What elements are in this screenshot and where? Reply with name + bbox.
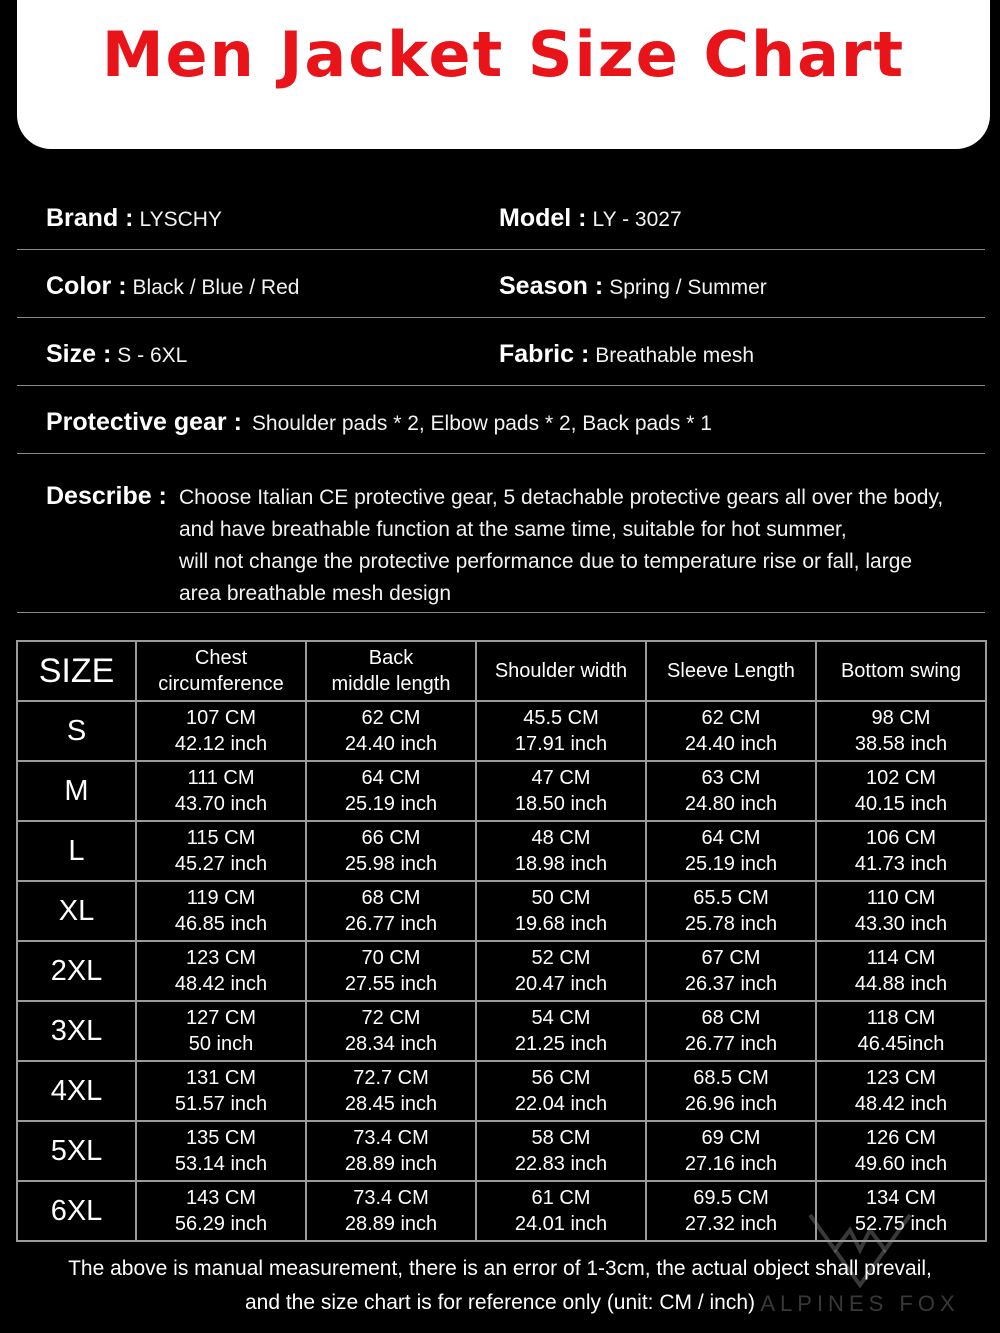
size-label: Size : — [46, 340, 112, 368]
info-row-protective-gear — [17, 408, 985, 454]
table-row — [17, 1061, 986, 1121]
cm-value: 102 CM — [865, 767, 937, 789]
fabric-label: Fabric : — [499, 340, 590, 368]
inch-value: 18.50 inch — [514, 793, 608, 815]
table-row — [17, 881, 986, 941]
size-column-header — [17, 641, 136, 701]
cm-value: 115 CM — [186, 827, 256, 849]
column-header-text: Back — [368, 647, 414, 669]
color-value: Black / Blue / Red — [132, 276, 300, 299]
cm-value: 52 CM — [531, 947, 591, 969]
cm-value: 62 CM — [701, 707, 761, 729]
measurement-cell — [306, 1061, 476, 1121]
inch-value: 38.58 inch — [854, 733, 948, 755]
cm-value: 110 CM — [866, 887, 936, 909]
measurement-cell — [306, 881, 476, 941]
cm-value: 69 CM — [701, 1127, 761, 1149]
measurement-cell — [646, 1001, 816, 1061]
season-field — [499, 272, 767, 301]
cm-value: 73.4 CM — [353, 1127, 429, 1149]
measurement-cell — [136, 761, 306, 821]
header-row — [17, 641, 986, 701]
cm-value: 72.7 CM — [353, 1067, 429, 1089]
measurement-cell — [816, 941, 986, 1001]
table-row — [17, 821, 986, 881]
column-header-text: circumference — [158, 673, 284, 695]
measurement-cell — [476, 1181, 646, 1241]
size-cell: 6XL — [17, 1181, 136, 1241]
cm-value: 70 CM — [361, 947, 421, 969]
measurement-cell — [306, 821, 476, 881]
measurement-cell — [476, 881, 646, 941]
size-cell: M — [17, 761, 136, 821]
cm-value: 67 CM — [701, 947, 761, 969]
inch-value: 52.75 inch — [854, 1213, 948, 1235]
cm-value: 106 CM — [865, 827, 937, 849]
inch-value: 27.16 inch — [684, 1153, 778, 1175]
measurement-cell — [816, 1001, 986, 1061]
size-cell: 2XL — [17, 941, 136, 1001]
column-header — [476, 641, 646, 701]
table-row — [17, 701, 986, 761]
info-row-color-season — [17, 272, 985, 318]
inch-value: 44.88 inch — [854, 973, 948, 995]
cm-value: 58 CM — [531, 1127, 591, 1149]
measurement-cell — [306, 1181, 476, 1241]
measurement-cell — [136, 941, 306, 1001]
measurement-cell — [306, 941, 476, 1001]
title-banner — [17, 0, 990, 149]
table-row — [17, 941, 986, 1001]
cm-value: 69.5 CM — [693, 1187, 769, 1209]
describe-label: Describe : — [46, 482, 167, 510]
size-cell: L — [17, 821, 136, 881]
page-title: Men Jacket Size Chart — [101, 18, 906, 91]
cm-value: 56 CM — [531, 1067, 591, 1089]
measurement-cell — [816, 701, 986, 761]
describe-text — [179, 482, 989, 610]
brand-label: Brand : — [46, 204, 134, 232]
measurement-cell — [306, 1001, 476, 1061]
measurement-cell — [646, 941, 816, 1001]
inch-value: 19.68 inch — [514, 913, 608, 935]
inch-value: 25.19 inch — [344, 793, 438, 815]
cm-value: 61 CM — [531, 1187, 591, 1209]
fabric-value: Breathable mesh — [595, 344, 755, 367]
measurement-cell — [306, 1121, 476, 1181]
disclaimer — [0, 1252, 1000, 1320]
size-cell: 4XL — [17, 1061, 136, 1121]
measurement-cell — [136, 881, 306, 941]
inch-value: 22.83 inch — [514, 1153, 608, 1175]
protective-gear-field — [46, 408, 712, 437]
column-header — [646, 641, 816, 701]
size-chart-header — [17, 641, 986, 701]
measurement-cell — [136, 1061, 306, 1121]
measurement-cell — [646, 761, 816, 821]
measurement-cell — [646, 1121, 816, 1181]
size-field — [46, 340, 187, 369]
inch-value: 25.78 inch — [684, 913, 778, 935]
measurement-cell — [476, 761, 646, 821]
measurement-cell — [136, 1121, 306, 1181]
season-value: Spring / Summer — [609, 276, 767, 299]
inch-value: 24.01 inch — [514, 1213, 608, 1235]
measurement-cell — [306, 701, 476, 761]
inch-value: 45.27 inch — [174, 853, 268, 875]
column-header-text: Shoulder width — [494, 660, 628, 682]
column-header-text: SIZE — [38, 652, 115, 690]
fabric-field — [499, 340, 754, 369]
cm-value: 119 CM — [186, 887, 256, 909]
inch-value: 17.91 inch — [514, 733, 608, 755]
inch-value: 26.96 inch — [684, 1093, 778, 1115]
cm-value: 64 CM — [701, 827, 761, 849]
describe-line: Choose Italian CE protective gear, 5 detachable protective gears all over the body, — [179, 486, 944, 509]
measurement-cell — [646, 881, 816, 941]
measurement-cell — [136, 821, 306, 881]
measurement-cell — [476, 1001, 646, 1061]
measurement-cell — [136, 1001, 306, 1061]
inch-value: 26.77 inch — [344, 913, 438, 935]
inch-value: 24.80 inch — [684, 793, 778, 815]
inch-value: 25.19 inch — [684, 853, 778, 875]
table-row — [17, 1121, 986, 1181]
protective-gear-label: Protective gear : — [46, 408, 242, 436]
cm-value: 107 CM — [185, 707, 257, 729]
measurement-cell — [476, 821, 646, 881]
cm-value: 135 CM — [185, 1127, 257, 1149]
inch-value: 46.45inch — [857, 1033, 945, 1055]
inch-value: 27.32 inch — [684, 1213, 778, 1235]
inch-value: 27.55 inch — [344, 973, 438, 995]
size-cell: XL — [17, 881, 136, 941]
inch-value: 28.89 inch — [344, 1213, 438, 1235]
cm-value: 50 CM — [531, 887, 591, 909]
cm-value: 68 CM — [701, 1007, 761, 1029]
inch-value: 24.40 inch — [684, 733, 778, 755]
inch-value: 51.57 inch — [174, 1093, 268, 1115]
inch-value: 21.25 inch — [514, 1033, 608, 1055]
inch-value: 43.70 inch — [174, 793, 268, 815]
protective-gear-value: Shoulder pads * 2, Elbow pads * 2, Back pads * 1 — [251, 412, 712, 435]
cm-value: 126 CM — [865, 1127, 937, 1149]
cm-value: 54 CM — [531, 1007, 591, 1029]
measurement-cell — [646, 1181, 816, 1241]
cm-value: 63 CM — [701, 767, 761, 789]
cm-value: 48 CM — [531, 827, 591, 849]
cm-value: 131 CM — [185, 1067, 257, 1089]
inch-value: 28.89 inch — [344, 1153, 438, 1175]
measurement-cell — [646, 821, 816, 881]
cm-value: 111 CM — [187, 767, 255, 789]
column-header — [306, 641, 476, 701]
cm-value: 72 CM — [361, 1007, 421, 1029]
measurement-cell — [816, 1061, 986, 1121]
column-header-text: Chest — [194, 647, 248, 669]
cm-value: 47 CM — [531, 767, 591, 789]
column-header — [816, 641, 986, 701]
column-header-text: middle length — [331, 673, 451, 695]
cm-value: 65.5 CM — [693, 887, 769, 909]
season-label: Season : — [499, 272, 604, 300]
inch-value: 56.29 inch — [174, 1213, 268, 1235]
table-row — [17, 761, 986, 821]
inch-value: 53.14 inch — [174, 1153, 268, 1175]
cm-value: 73.4 CM — [353, 1187, 429, 1209]
measurement-cell — [476, 941, 646, 1001]
color-label: Color : — [46, 272, 127, 300]
brand-value: LYSCHY — [139, 208, 222, 231]
cm-value: 127 CM — [185, 1007, 257, 1029]
inch-value: 26.37 inch — [684, 973, 778, 995]
disclaimer-line: The above is manual measurement, there is an error of 1-3cm, the actual object shall prevail, — [68, 1257, 932, 1280]
model-value: LY - 3027 — [592, 208, 682, 231]
inch-value: 46.85 inch — [174, 913, 268, 935]
column-header-text: Bottom swing — [840, 660, 962, 682]
model-field — [499, 204, 682, 233]
cm-value: 118 CM — [866, 1007, 936, 1029]
watermark-text: ALPINES FOX — [760, 1291, 960, 1316]
inch-value: 26.77 inch — [684, 1033, 778, 1055]
measurement-cell — [136, 701, 306, 761]
describe-line: and have breathable function at the same time, suitable for hot summer, — [179, 518, 847, 541]
measurement-cell — [646, 1061, 816, 1121]
measurement-cell — [816, 1181, 986, 1241]
size-cell: S — [17, 701, 136, 761]
measurement-cell — [816, 881, 986, 941]
cm-value: 98 CM — [871, 707, 931, 729]
cm-value: 68 CM — [361, 887, 421, 909]
brand-field — [46, 204, 222, 233]
info-row-brand-model — [17, 204, 985, 250]
measurement-cell — [816, 821, 986, 881]
disclaimer-line: and the size chart is for reference only (unit: CM / inch) — [244, 1291, 756, 1314]
table-row — [17, 1181, 986, 1241]
inch-value: 25.98 inch — [344, 853, 438, 875]
cm-value: 123 CM — [185, 947, 257, 969]
measurement-cell — [306, 761, 476, 821]
inch-value: 42.12 inch — [174, 733, 268, 755]
inch-value: 40.15 inch — [854, 793, 948, 815]
cm-value: 66 CM — [361, 827, 421, 849]
cm-value: 64 CM — [361, 767, 421, 789]
cm-value: 123 CM — [865, 1067, 937, 1089]
size-chart-body — [17, 701, 986, 1241]
size-cell: 3XL — [17, 1001, 136, 1061]
model-label: Model : — [499, 204, 587, 232]
cm-value: 114 CM — [866, 947, 936, 969]
size-cell: 5XL — [17, 1121, 136, 1181]
table-row — [17, 1001, 986, 1061]
inch-value: 28.45 inch — [344, 1093, 438, 1115]
measurement-cell — [476, 701, 646, 761]
inch-value: 24.40 inch — [344, 733, 438, 755]
size-chart-table — [16, 640, 987, 1242]
inch-value: 48.42 inch — [174, 973, 268, 995]
inch-value: 28.34 inch — [344, 1033, 438, 1055]
column-header-text: Sleeve Length — [667, 660, 795, 682]
measurement-cell — [816, 1121, 986, 1181]
cm-value: 143 CM — [185, 1187, 257, 1209]
measurement-cell — [476, 1061, 646, 1121]
measurement-cell — [646, 701, 816, 761]
size-value: S - 6XL — [117, 344, 188, 367]
inch-value: 50 inch — [188, 1033, 254, 1055]
color-field — [46, 272, 299, 301]
describe-divider — [17, 612, 985, 613]
measurement-cell — [476, 1121, 646, 1181]
measurement-cell — [816, 761, 986, 821]
describe-line: will not change the protective performance due to temperature rise or fall, large — [179, 550, 913, 573]
cm-value: 68.5 CM — [693, 1067, 769, 1089]
inch-value: 41.73 inch — [854, 853, 948, 875]
column-header — [136, 641, 306, 701]
inch-value: 22.04 inch — [514, 1093, 608, 1115]
inch-value: 48.42 inch — [854, 1093, 948, 1115]
describe-line: area breathable mesh design — [179, 582, 452, 605]
cm-value: 45.5 CM — [523, 707, 599, 729]
inch-value: 43.30 inch — [854, 913, 948, 935]
info-row-size-fabric — [17, 340, 985, 386]
inch-value: 18.98 inch — [514, 853, 608, 875]
inch-value: 49.60 inch — [854, 1153, 948, 1175]
inch-value: 20.47 inch — [514, 973, 608, 995]
measurement-cell — [136, 1181, 306, 1241]
cm-value: 62 CM — [361, 707, 421, 729]
cm-value: 134 CM — [865, 1187, 937, 1209]
